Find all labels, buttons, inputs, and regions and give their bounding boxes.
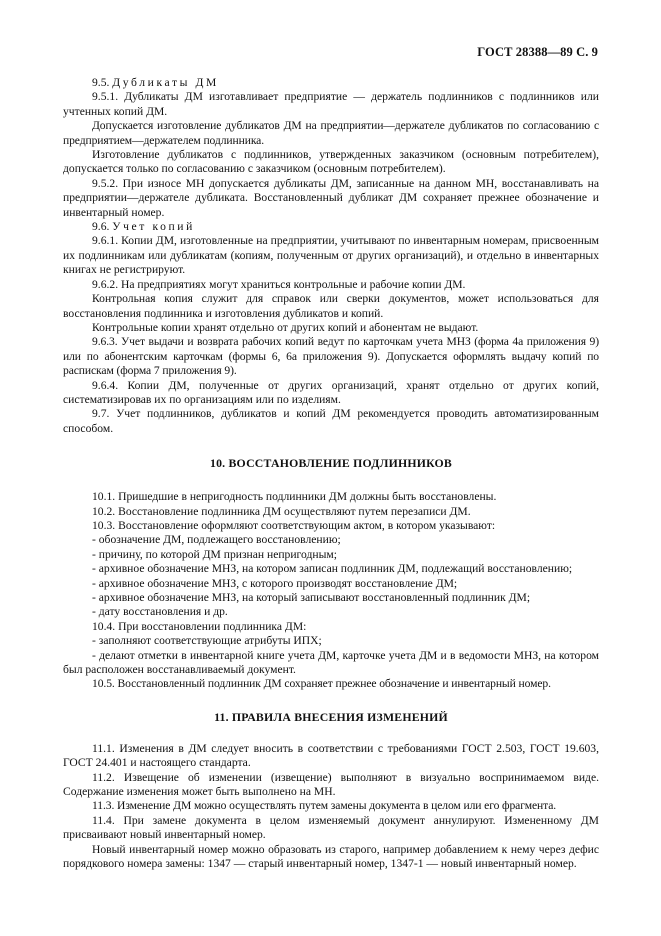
paragraph-10-4: 10.4. При восстановлении подлинника ДМ:: [92, 619, 307, 633]
subsection-heading-9-6: [63, 220, 599, 234]
subsection-heading-9-5: [63, 76, 599, 90]
paragraph-9-5-1: 9.5.1. Дубликаты ДМ изготавливает предприятие — держатель подлинников с подлинников или учтенных копий ДМ.: [63, 90, 599, 118]
paragraph-11-3: 11.3. Изменение ДМ можно осуществлять путем замены документа в целом или его фрагмента.: [92, 799, 557, 813]
paragraph-10-5: 10.5. Восстановленный подлинник ДМ сохраняет прежнее обозначение и инвентарный номер.: [92, 677, 551, 691]
list-item: - архивное обозначение МНЗ, на котором записан подлинник ДМ, подлежащий восстановлению;: [92, 562, 573, 576]
paragraph-9-5-1-b: Допускается изготовление дубликатов ДМ на предприятии—держателе дубликатов по согласованию с предприятием—держателем подлинника.: [63, 119, 599, 147]
paragraph-10-1: 10.1. Пришедшие в непригодность подлинники ДМ должны быть восстановлены.: [92, 490, 497, 504]
paragraph-9-5-1-c: Изготовление дубликатов с подлинников, утвержденных заказчиком (основным потребителем), допускается только по согласованию с заказчиком (основным потребителем).: [63, 148, 599, 176]
paragraph-11-2: 11.2. Извещение об изменении (извещение) выполняют в визуально воспринимаемом виде. Содержание изменения может быть выполнено на МН.: [63, 770, 599, 799]
paragraph-9-5-2: 9.5.2. При износе МН допускается дубликаты ДМ, записанные на данном МН, восстанавливать на предприятии—держателе дубликата. Восстановленный дубликат ДМ сохраняет прежнее обозначение и инвентарный номер.: [63, 176, 599, 219]
list-item: - дату восстановления и др.: [92, 605, 228, 619]
paragraph-9-6-2: 9.6.2. На предприятиях могут храниться контрольные и рабочие копии ДМ.: [92, 277, 466, 291]
paragraph-9-6-1: 9.6.1. Копии ДМ, изготовленные на предприятии, учитывают по инвентарным номерам, присвоенным их подлинникам или дубликатам (копиям, полученным от других организаций), и отдельно в инвентарных книгах не регистрируют.: [63, 234, 599, 277]
paragraph-11-4-b: Новый инвентарный номер можно образовать из старого, например добавлением к нему через дефис порядкового номера замены: 1347 — старый инвентарный номер, 1347-1 — новый инвентарный номер.: [63, 842, 599, 871]
list-item: - причину, по которой ДМ признан непригодным;: [92, 547, 337, 561]
list-item: - архивное обозначение МНЗ, с которого производят восстановление ДМ;: [92, 576, 458, 590]
paragraph-9-6-3: 9.6.3. Учет выдачи и возврата рабочих копий ведут по карточкам учета МНЗ (форма 4а приложения 9) или по абонентским карточкам (формы 6, 6а приложения 9). Допускается оформлять выдачу копий по распискам (форма 7 приложения 9).: [63, 335, 599, 378]
paragraph-9-6-4: 9.6.4. Копии ДМ, полученные от других организаций, хранят отдельно от других копий, систематизировав их по организациям или по изделиям.: [63, 378, 599, 406]
subsection-title: Дубликаты ДМ: [112, 76, 219, 89]
section-heading-11: 11. ПРАВИЛА ВНЕСЕНИЯ ИЗМЕНЕНИЙ: [214, 709, 448, 724]
subsection-number: 9.5.: [92, 76, 113, 89]
paragraph-9-6-2-c: Контрольные копии хранят отдельно от других копий и абонентам не выдают.: [92, 320, 479, 334]
paragraph-10-2: 10.2. Восстановление подлинника ДМ осуществляют путем перезаписи ДМ.: [92, 504, 471, 518]
subsection-title: Учет копий: [112, 220, 195, 234]
paragraph-9-7: 9.7. Учет подлинников, дубликатов и копий ДМ рекомендуется проводить автоматизированным способом.: [63, 407, 599, 435]
page-header: ГОСТ 28388—89 С. 9: [477, 45, 598, 59]
paragraph-11-1: 11.1. Изменения в ДМ следует вносить в соответствии с требованиями ГОСТ 2.503, ГОСТ 19.603, ГОСТ 24.401 и настоящего стандарта.: [63, 741, 599, 770]
paragraph-10-3: 10.3. Восстановление оформляют соответствующим актом, в котором указывают:: [92, 518, 496, 532]
paragraph-9-6-2-b: Контрольная копия служит для справок или сверки документов, может использоваться для восстановления подлинника и изготовления дубликатов и копий.: [63, 292, 599, 320]
list-item: - делают отметки в инвентарной книге учета ДМ, карточке учета ДМ и в ведомости МНЗ, на котором был расположен восстанавливаемый документ.: [63, 648, 599, 677]
list-item: - архивное обозначение МНЗ, на который записывают восстановленный подлинник ДМ;: [92, 591, 531, 604]
document-body: [63, 76, 599, 872]
list-item: - обозначение ДМ, подлежащего восстановлению;: [92, 533, 341, 547]
subsection-number: 9.6.: [92, 220, 113, 234]
section-heading-10: 10. ВОССТАНОВЛЕНИЕ ПОДЛИННИКОВ: [209, 456, 452, 471]
paragraph-11-4: 11.4. При замене документа в целом изменяемый документ аннулируют. Измененному ДМ присваивают новый инвентарный номер.: [63, 813, 599, 842]
list-item: - заполняют соответствующие атрибуты ИПХ;: [92, 634, 322, 648]
